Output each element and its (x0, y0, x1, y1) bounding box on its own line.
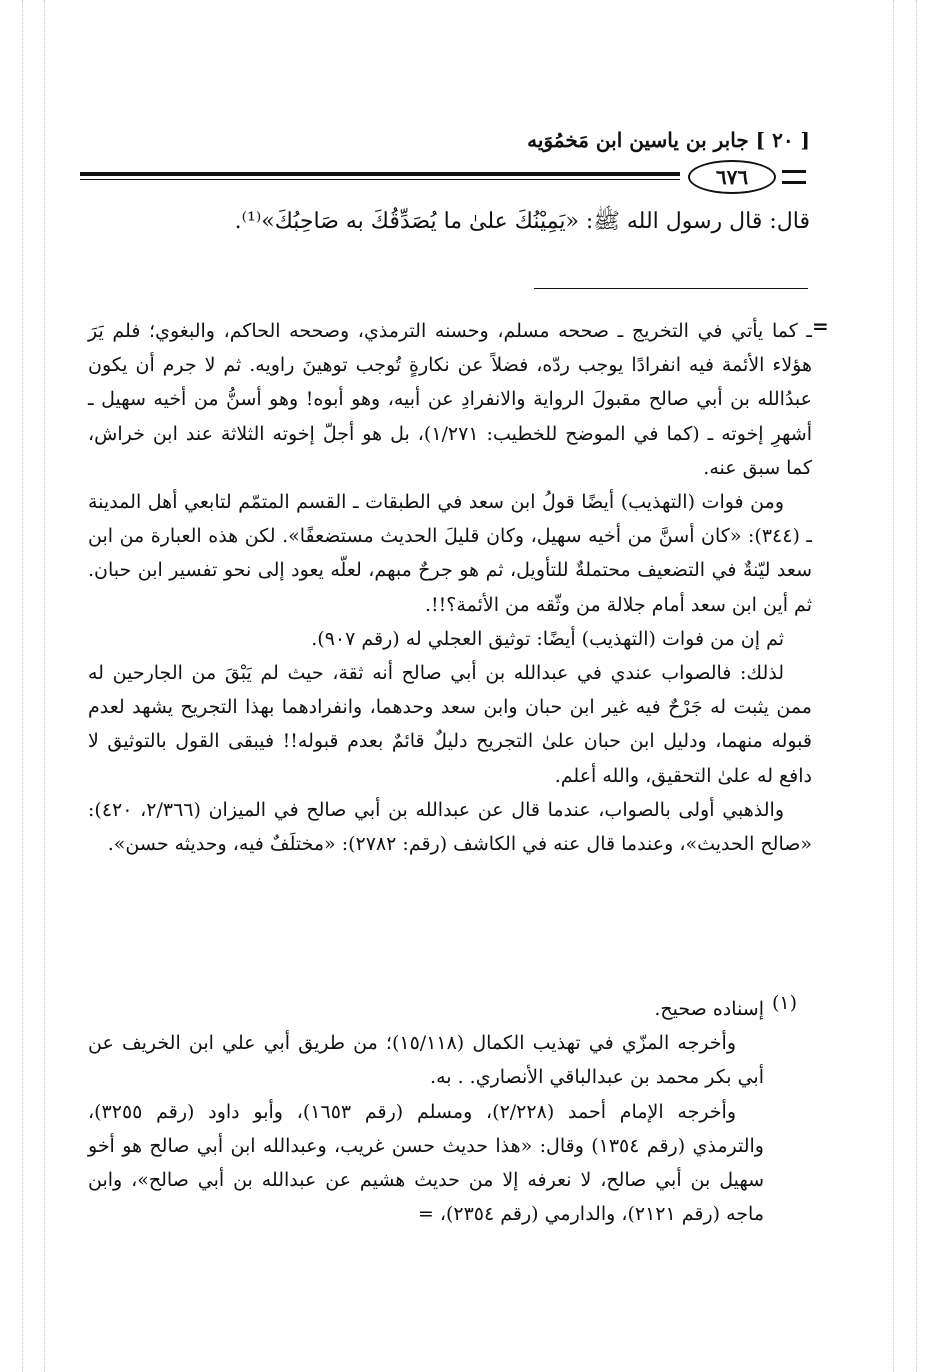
margin-dots (44, 0, 45, 1372)
running-title: [ ٢٠ ] جابر بن ياسين ابن مَخمُوَيه (527, 128, 810, 152)
page-number: ٦٧٦ (688, 160, 776, 194)
note-paragraph: لذلك: فالصواب عندي في عبدالله بن أبي صالح أنه ثقة، حيث لم يَبْقَ من الجارحين له ممن يثبت له جَرْحٌ فيه غير ابن حبان وابن سعد وحدهما، وانفرادهما بهذا التجريح يشهد لعدم قبوله منهما، ودليل ابن حبان علىٰ التجريح دليلٌ قائمٌ بعدم قبوله!! فيبقى القول بالتوثيق لا دافع له علىٰ التحقيق، والله أعلم. (88, 662, 812, 787)
header-rule-thin (80, 179, 680, 180)
footnote-number: (١) (772, 992, 798, 1014)
header-rule (80, 172, 680, 176)
note-paragraph: والذهبي أولى بالصواب، عندما قال عن عبدالله بن أبي صالح في الميزان (٢/٣٦٦، ٤٢٠): «صالح الحديث»، وعندما قال عنه في الكاشف (رقم: ٢٧٨٢): «مختلَفٌ فيه، وحديثه حسن». (88, 798, 812, 856)
note-paragraph: ـ كما يأتي في التخريج ـ صححه مسلم، وحسنه الترمذي، وصححه الحاكم، والبغوي؛ فلم يَرَ هؤلاء الأئمة فيه انفرادًا يوجب ردّه، فضلاً عن نكارةٍ تُوجب توهينَ راويه. ثم لا جرم أن يكون عبدُالله بن أبي صالح مقبولَ الرواية والانفرادِ عن أبيه، وهو أبوه! وهو أسنُّ من أخيه سهيل ـ أشهرِ إخوته ـ (كما في الموضح للخطيب: ١/٢٧١)، بل هو أجلّ إخوته الثلاثة عند ابن خراش، كما سبق عنه. (88, 320, 813, 479)
main-text: قال: قال رسول الله ﷺ: «يَمِيْنُكَ علىٰ ما يُصَدِّقُكَ به صَاحِبُكَ»⁽¹⁾. (234, 209, 810, 234)
page-header (80, 118, 810, 198)
footnote-paragraph: وأخرجه المزّي في تهذيب الكمال (١٥/١١٨)؛ من طريق أبي علي ابن الخريف عن أبي بكر محمد بن عبدالباقي الأنصاري. . به. (88, 1032, 764, 1089)
footnote-paragraph: وأخرجه الإمام أحمد (٢/٢٢٨)، ومسلم (رقم ١٦٥٣)، وأبو داود (رقم ٣٢٥٥)، والترمذي (رقم ١٣٥٤) وقال: «هذا حديث حسن غريب، وعبدالله ابن أبي صالح هو أخو سهيل بن أبي صالح، لا نعرفه إلا من حديث هشيم عن عبدالله بن أبي صالح»، وابن ماجه (رقم ٢١٢١)، والدارمي (رقم ٢٣٥٤)، = (88, 1100, 764, 1226)
continuation-marker: = (812, 314, 829, 338)
footnote-body (88, 992, 764, 1231)
margin-dots (893, 0, 894, 1372)
note-paragraph: ومن فوات (التهذيب) أيضًا قولُ ابن سعد في الطبقات ـ القسم المتمّم لتابعي أهل المدينة ـ (٣٤٤): «كان أسنَّ من أخيه سهيل، وكان قليلَ الحديث مستضعفًا». لكن هذه العبارة من ابن سعد ليّنةٌ في التضعيف محتملةٌ للتأويل، ثم هو جرحٌ مبهم، لعلّه يعود إلى نحو تفسير ابن حبان. ثم أين ابن سعد أمام جلالة من وثّقه من الأئمة؟!!. (88, 491, 812, 616)
footnote-first-line: إسناده صحيح. (654, 998, 764, 1020)
note-paragraph: ثم إن من فوات (التهذيب) أيضًا: توثيق العجلي له (رقم ٩٠٧). (311, 627, 784, 650)
continued-footnote (88, 314, 812, 861)
margin-dots (916, 0, 917, 1372)
margin-dots (22, 0, 23, 1372)
page-number-ornament (782, 170, 806, 184)
footnote-separator (534, 288, 808, 289)
